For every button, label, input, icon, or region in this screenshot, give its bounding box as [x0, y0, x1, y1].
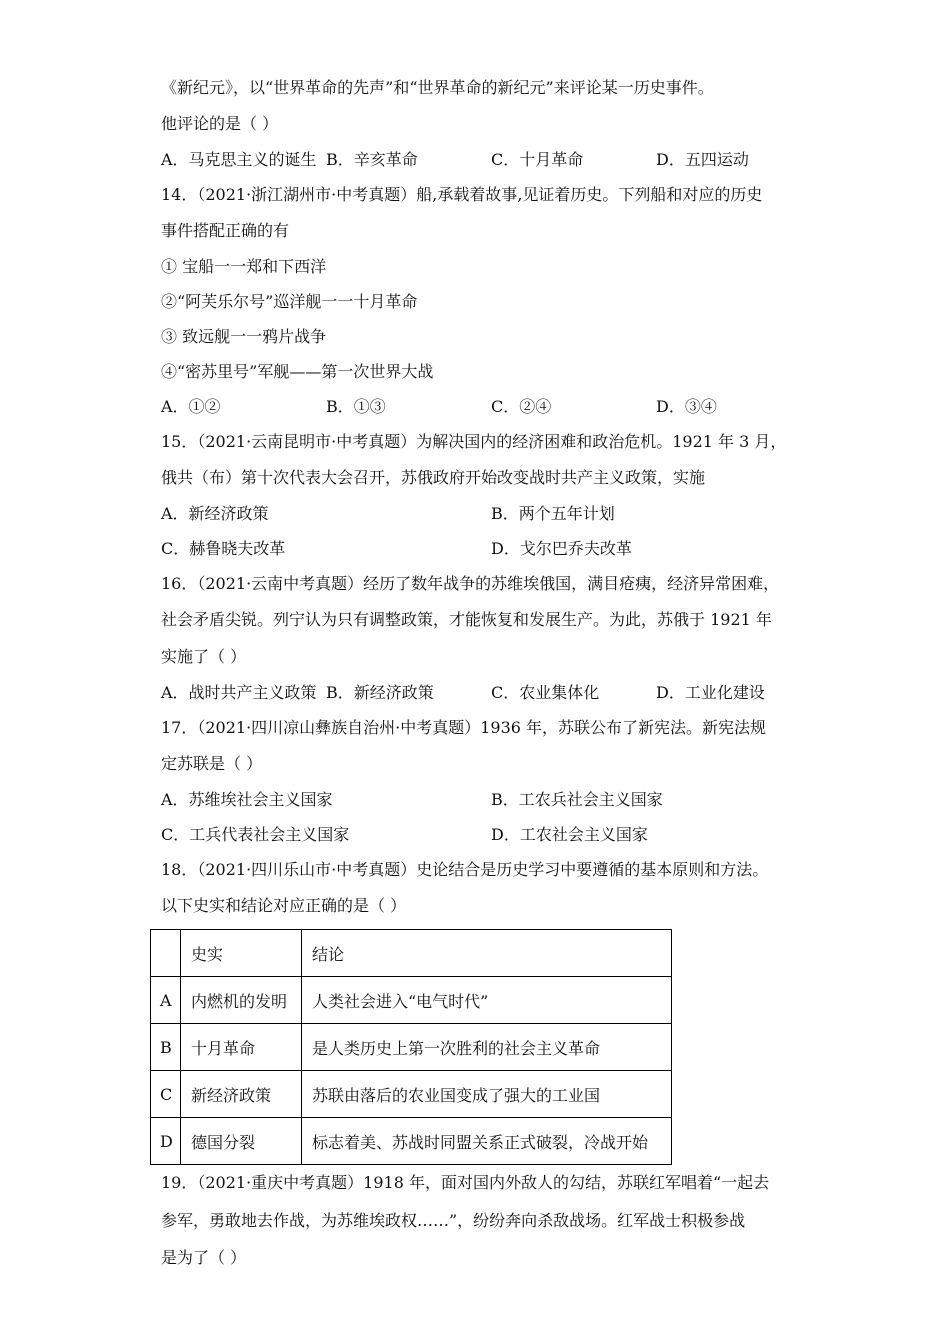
q19-stem-line1: 19．（2021·重庆中考真题）1918 年，面对国内外敌人的勾结，苏联红军唱着“一起去	[161, 1173, 770, 1192]
q13-option-c[interactable]: C．十月革命	[491, 150, 584, 169]
table-cell-option: B	[151, 1024, 181, 1071]
table-header-row	[151, 930, 672, 977]
q16-option-d[interactable]: D．工业化建设	[656, 683, 765, 702]
q17-option-d[interactable]: D．工农社会主义国家	[491, 825, 648, 844]
q17-option-c[interactable]: C．工兵代表社会主义国家	[161, 825, 350, 844]
q16-option-b[interactable]: B．新经济政策	[326, 683, 434, 702]
table-row	[151, 977, 672, 1024]
q13-options	[161, 150, 801, 170]
q14-item-1: ① 宝船一一郑和下西洋	[161, 257, 327, 276]
q15-option-c[interactable]: C．赫鲁晓夫改革	[161, 539, 286, 558]
q17-option-a[interactable]: A．苏维埃社会主义国家	[161, 790, 333, 809]
table-cell-option: A	[151, 977, 181, 1024]
table-cell-fact: 德国分裂	[181, 1118, 302, 1165]
table-cell-conclusion: 标志着美、苏战时同盟关系正式破裂，冷战开始	[302, 1118, 672, 1165]
table-header-cell: 史实	[181, 930, 302, 977]
table-cell-conclusion: 苏联由落后的农业国变成了强大的工业国	[302, 1071, 672, 1118]
q19-stem-line3: 是为了（ ）	[161, 1248, 247, 1267]
q14-option-a[interactable]: A．①②	[161, 397, 221, 416]
q19-stem-line2: 参军，勇敢地去作战，为苏维埃政权……”，纷纷奔向杀敌战场。红军战士积极参战	[161, 1211, 746, 1230]
table-row	[151, 1024, 672, 1071]
q14-option-d[interactable]: D．③④	[656, 397, 717, 416]
q18-table	[150, 929, 672, 1165]
q16-option-a[interactable]: A．战时共产主义政策	[161, 683, 317, 702]
q13-option-a[interactable]: A．马克思主义的诞生	[161, 150, 317, 169]
table-row	[151, 1071, 672, 1118]
q14-options	[161, 397, 801, 417]
q13-option-d[interactable]: D．五四运动	[656, 150, 749, 169]
table-cell-fact: 十月革命	[181, 1024, 302, 1071]
q17-options-row2	[161, 825, 801, 845]
table-cell-conclusion: 人类社会进入“电气时代”	[302, 977, 672, 1024]
q13-stem-line2: 他评论的是（ ）	[161, 114, 279, 133]
q15-options-row2	[161, 539, 801, 559]
q13-stem-line1: 《新纪元》，以“世界革命的先声”和“世界革命的新纪元”来评论某一历史事件。	[161, 78, 714, 97]
q16-option-c[interactable]: C．农业集体化	[491, 683, 600, 702]
q16-options	[161, 683, 801, 703]
table-cell-option: C	[151, 1071, 181, 1118]
q13-option-b[interactable]: B．辛亥革命	[326, 150, 418, 169]
q16-stem-line2: 社会矛盾尖锐。列宁认为只有调整政策，才能恢复和发展生产。为此，苏俄于 1921 年	[161, 610, 772, 629]
q14-option-c[interactable]: C．②④	[491, 397, 552, 416]
table-cell-fact: 新经济政策	[181, 1071, 302, 1118]
q15-option-a[interactable]: A．新经济政策	[161, 504, 269, 523]
table-cell-conclusion: 是人类历史上第一次胜利的社会主义革命	[302, 1024, 672, 1071]
q15-option-b[interactable]: B．两个五年计划	[491, 504, 615, 523]
q18-stem-line2: 以下史实和结论对应正确的是（ ）	[161, 896, 407, 915]
q16-stem-line3: 实施了（ ）	[161, 647, 247, 666]
table-cell-option: D	[151, 1118, 181, 1165]
q14-item-3: ③ 致远舰一一鸦片战争	[161, 327, 327, 346]
q17-stem-line2: 定苏联是（ ）	[161, 754, 263, 773]
q17-option-b[interactable]: B．工农兵社会主义国家	[491, 790, 663, 809]
q15-option-d[interactable]: D．戈尔巴乔夫改革	[491, 539, 632, 558]
table-cell-fact: 内燃机的发明	[181, 977, 302, 1024]
q15-options-row1	[161, 504, 801, 524]
q14-option-b[interactable]: B．①③	[326, 397, 386, 416]
q15-stem-line1: 15．（2021·云南昆明市·中考真题）为解决国内的经济困难和政治危机。1921 年 3 月，	[161, 432, 787, 451]
q15-stem-line2: 俄共（布）第十次代表大会召开，苏俄政府开始改变战时共产主义政策，实施	[161, 468, 706, 487]
table-row	[151, 1118, 672, 1165]
table-header-cell: 结论	[302, 930, 672, 977]
table-header-cell	[151, 930, 181, 977]
q14-item-4: ④“密苏里号”军舰——第一次世界大战	[161, 362, 434, 381]
q14-stem-line2: 事件搭配正确的有	[161, 221, 290, 240]
q14-item-2: ②“阿芙乐尔号”巡洋舰一一十月革命	[161, 292, 418, 311]
q17-stem-line1: 17．（2021·四川凉山彝族自治州·中考真题）1936 年，苏联公布了新宪法。新宪法规	[161, 718, 767, 737]
q17-options-row1	[161, 790, 801, 810]
q18-stem-line1: 18．（2021·四川乐山市·中考真题）史论结合是历史学习中要遵循的基本原则和方法。	[161, 860, 769, 879]
q14-stem-line1: 14．（2021·浙江湖州市·中考真题）船,承载着故事,见证着历史。下列船和对应的历史	[161, 185, 763, 204]
q16-stem-line1: 16．（2021·云南中考真题）经历了数年战争的苏维埃俄国，满目疮痍，经济异常困难，	[161, 574, 780, 593]
